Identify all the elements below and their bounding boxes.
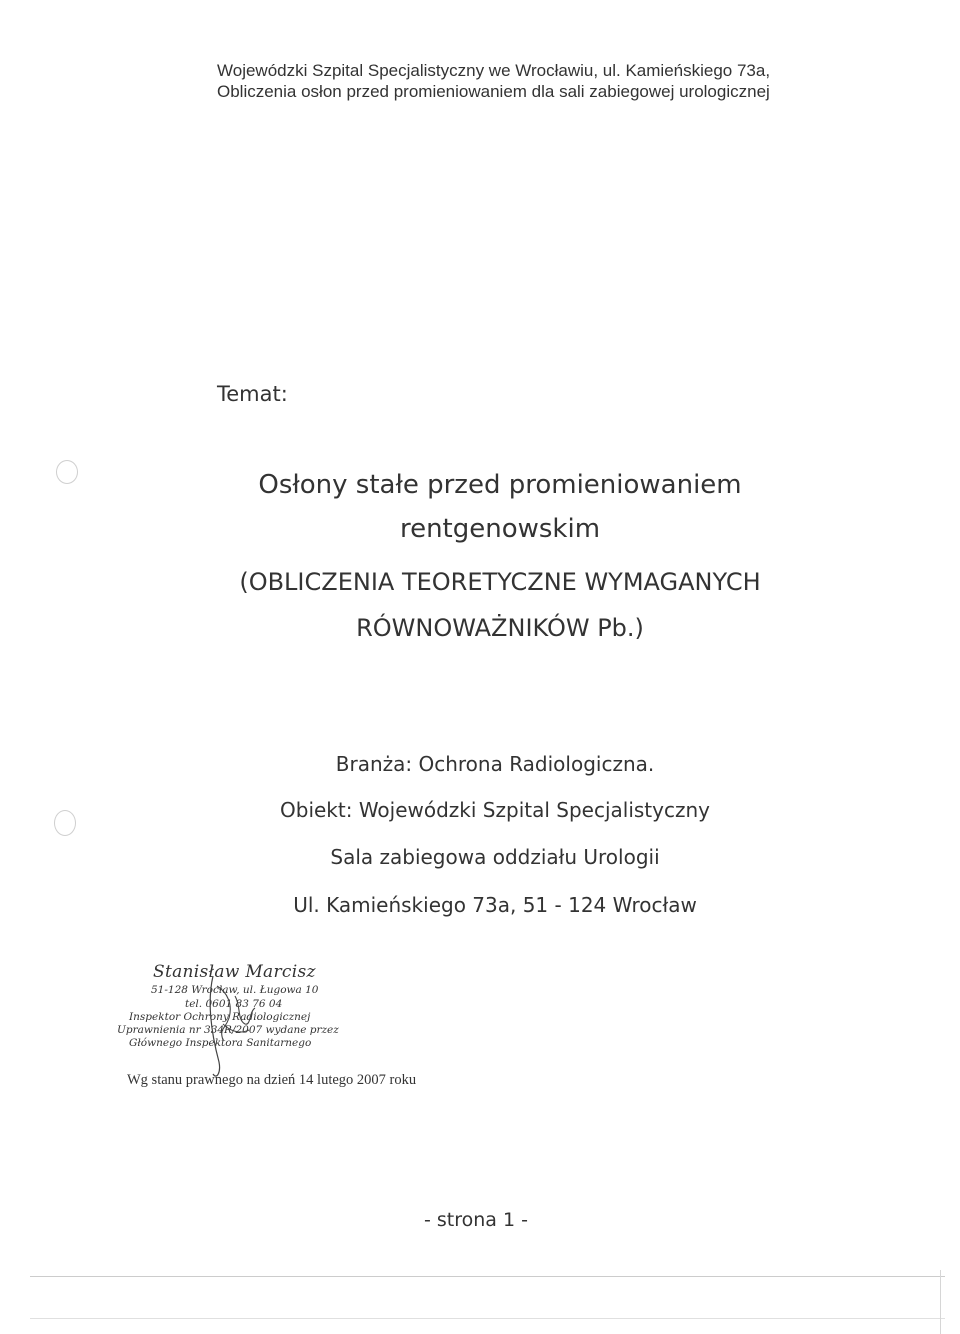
- topic-label: Temat:: [217, 382, 288, 406]
- page-number: - strona 1 -: [424, 1209, 528, 1231]
- room-line: Sala zabiegowa oddziału Urologii: [330, 845, 660, 869]
- title-line-2: rentgenowskim: [399, 514, 601, 544]
- title-line-1: Osłony stałe przed promieniowaniem: [258, 470, 742, 500]
- scan-edge-line: [940, 1270, 941, 1334]
- title-line-4: RÓWNOWAŻNIKÓW Pb.): [356, 614, 644, 642]
- object-line: Obiekt: Wojewódzki Szpital Specjalistyczny: [280, 798, 710, 822]
- inspector-stamp: [115, 962, 355, 1087]
- header-line-2: Obliczenia osłon przed promieniowaniem dla sali zabiegowej urologicznej: [217, 82, 770, 101]
- stamp-issuer: Głównego Inspektora Sanitarnego: [129, 1037, 312, 1049]
- punch-hole: [54, 810, 76, 836]
- stamp-address: 51-128 Wrocław, ul. Ługowa 10: [151, 984, 319, 996]
- handwritten-signature: [115, 962, 355, 1087]
- stamp-phone: tel. 0601 83 76 04: [185, 998, 283, 1010]
- scan-edge-line: [30, 1318, 945, 1319]
- stamp-name: Stanisław Marcisz: [153, 962, 316, 982]
- address-line: Ul. Kamieńskiego 73a, 51 - 124 Wrocław: [293, 893, 697, 917]
- punch-hole: [56, 460, 78, 484]
- legal-state-note: Wg stanu prawnego na dzień 14 lutego 2007 roku: [127, 1072, 417, 1088]
- stamp-license: Uprawnienia nr 334R/2007 wydane przez: [117, 1024, 339, 1036]
- title-line-3: (OBLICZENIA TEORETYCZNE WYMAGANYCH: [239, 568, 761, 596]
- stamp-role: Inspektor Ochrony Radiologicznej: [129, 1011, 311, 1023]
- header-line-1: Wojewódzki Szpital Specjalistyczny we Wrocławiu, ul. Kamieńskiego 73a,: [217, 61, 771, 80]
- branch-line: Branża: Ochrona Radiologiczna.: [335, 752, 655, 776]
- document-header: [217, 60, 770, 102]
- scan-edge-line: [30, 1276, 945, 1277]
